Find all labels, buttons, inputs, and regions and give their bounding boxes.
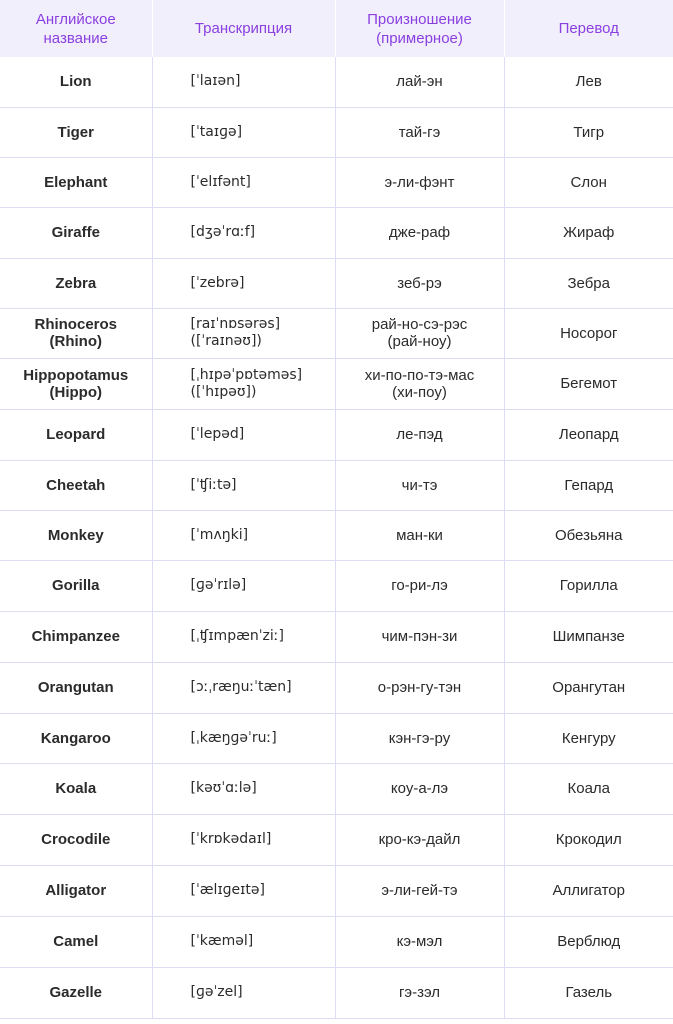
transcription-cell-line: [ˈʧiːtə] [190, 476, 237, 493]
pronunciation-cell [335, 611, 504, 662]
transcription-cell-line: [ˈlaɪən] [190, 73, 241, 90]
english-name-cell-line: Monkey [47, 526, 104, 544]
pronunciation-cell-line: зеб-рэ [397, 274, 442, 292]
transcription-cell-line: [kəʊˈɑːlə] [190, 780, 257, 796]
english-name-cell [0, 865, 152, 916]
pronunciation-cell-line: чи-тэ [401, 476, 438, 494]
pronunciation-cell [335, 916, 504, 967]
table-row [0, 358, 673, 409]
english-name-cell [0, 814, 152, 865]
pronunciation-cell-line: кэ-мэл [396, 933, 443, 950]
table-row [0, 763, 673, 814]
transcription-cell-line: [raɪˈnɒsərəs] [190, 316, 281, 332]
transcription-cell-line: [ˈtaɪɡə] [190, 123, 243, 140]
transcription-cell [152, 207, 335, 258]
pronunciation-cell [335, 308, 504, 358]
table-row [0, 713, 673, 763]
english-name-cell [0, 763, 152, 814]
translation-cell: Шимпанзе [504, 611, 673, 662]
table-row [0, 560, 673, 611]
english-name-cell-line: Koala [55, 780, 97, 797]
pronunciation-cell-line: (рай-ноу) [387, 333, 452, 350]
pronunciation-cell [335, 865, 504, 916]
table-row [0, 258, 673, 308]
transcription-cell [152, 510, 335, 560]
transcription-cell-line: [ˈlepəd] [190, 426, 245, 442]
transcription-cell [152, 560, 335, 611]
transcription-cell-line: [ˈkæməl] [190, 933, 254, 949]
transcription-cell [152, 258, 335, 308]
header-row [0, 0, 673, 57]
transcription-cell [152, 460, 335, 510]
pronunciation-cell-line: чим-пэн-зи [381, 628, 458, 645]
transcription-cell [152, 107, 335, 157]
english-name-cell [0, 916, 152, 967]
pronunciation-cell-line: о-рэн-гу-тэн [377, 679, 462, 696]
pronunciation-cell-line: лай-эн [396, 73, 443, 91]
pronunciation-cell [335, 207, 504, 258]
table-row [0, 409, 673, 460]
english-name-cell [0, 510, 152, 560]
english-name-cell [0, 713, 152, 763]
transcription-cell-line: [ˈkrɒkədaɪl] [190, 831, 272, 847]
english-name-cell-line: Gazelle [49, 984, 103, 1001]
pronunciation-cell-line: ман-ки [396, 526, 443, 544]
table-row [0, 662, 673, 713]
english-name-cell-line: Rhinoceros [34, 316, 117, 333]
pronunciation-cell-line: рай-но-сэ-рэс [371, 316, 468, 333]
english-name-cell-line: Giraffe [51, 224, 100, 241]
table-row [0, 57, 673, 107]
pronunciation-cell [335, 107, 504, 157]
english-name-cell [0, 207, 152, 258]
table-body [0, 57, 673, 1018]
english-name-cell [0, 409, 152, 460]
translation-cell: Горилла [504, 560, 673, 611]
transcription-cell-line: ([ˈhɪpəʊ]) [190, 383, 257, 400]
pronunciation-cell-line: гэ-зэл [398, 984, 441, 1001]
transcription-cell-line: [ɔːˌræŋuːˈtæn] [190, 679, 292, 695]
transcription-cell-line: [ˌkæŋɡəˈruː] [190, 729, 277, 746]
english-name-cell-line: Lion [59, 73, 92, 91]
header-translation-label: Перевод [558, 20, 619, 37]
transcription-cell-line: [ˈmʌŋki] [190, 526, 249, 543]
pronunciation-cell-line: коу-а-лэ [390, 780, 449, 797]
english-name-cell-line: Gorilla [51, 577, 100, 594]
table-row [0, 207, 673, 258]
header-transcription-label: Транскрипция [194, 20, 293, 37]
translation-cell: Лев [504, 57, 673, 107]
pronunciation-cell-line: э-ли-гей-тэ [381, 882, 458, 899]
transcription-cell [152, 611, 335, 662]
transcription-cell [152, 409, 335, 460]
translation-cell: Кенгуру [504, 713, 673, 763]
pronunciation-cell-line: тай-гэ [398, 123, 441, 141]
table-row [0, 916, 673, 967]
transcription-cell [152, 308, 335, 358]
pronunciation-cell [335, 510, 504, 560]
english-name-cell-line: Camel [53, 933, 99, 950]
table-row [0, 967, 673, 1018]
pronunciation-cell-line: э-ли-фэнт [384, 173, 455, 191]
pronunciation-cell-line: дже-раф [388, 224, 451, 241]
english-name-cell-line: (Hippo) [49, 383, 102, 401]
english-name-cell [0, 967, 152, 1018]
pronunciation-cell [335, 258, 504, 308]
transcription-cell-line: [ˈzebrə] [190, 274, 245, 291]
pronunciation-cell [335, 560, 504, 611]
header-english-name-line-2: название [43, 29, 108, 47]
pronunciation-cell-line: хи-по-по-тэ-мас [364, 366, 475, 384]
pronunciation-cell-line: кро-кэ-дайл [378, 831, 461, 848]
english-name-cell-line: Leopard [46, 426, 106, 443]
header-transcription [152, 0, 335, 57]
pronunciation-cell [335, 713, 504, 763]
english-name-cell [0, 560, 152, 611]
translation-cell: Леопард [504, 409, 673, 460]
english-name-cell [0, 57, 152, 107]
translation-cell: Бегемот [504, 358, 673, 409]
translation-cell: Аллигатор [504, 865, 673, 916]
translation-cell: Газель [504, 967, 673, 1018]
transcription-cell [152, 57, 335, 107]
transcription-cell-line: [ˈælɪɡeɪtə] [190, 882, 265, 898]
transcription-cell-line: ([ˈraɪnəʊ]) [190, 333, 262, 349]
english-name-cell-line: Chimpanzee [31, 628, 120, 645]
pronunciation-cell [335, 460, 504, 510]
transcription-cell-line: [ˈelɪfənt] [190, 173, 251, 190]
transcription-cell [152, 967, 335, 1018]
transcription-cell [152, 865, 335, 916]
transcription-cell [152, 763, 335, 814]
pronunciation-cell [335, 157, 504, 207]
header-pronunciation-line-2: (примерное) [376, 29, 463, 47]
english-name-cell-line: Tiger [57, 123, 94, 141]
english-name-cell [0, 308, 152, 358]
pronunciation-cell [335, 814, 504, 865]
table-row [0, 611, 673, 662]
header-pronunciation-line-1: Произношение [367, 10, 472, 28]
translation-cell: Крокодил [504, 814, 673, 865]
table-row [0, 308, 673, 358]
transcription-cell-line: [dʒəˈrɑːf] [190, 224, 256, 240]
translation-cell: Жираф [504, 207, 673, 258]
pronunciation-cell-line: кэн-гэ-ру [388, 729, 451, 747]
pronunciation-cell [335, 967, 504, 1018]
pronunciation-cell [335, 763, 504, 814]
english-name-cell [0, 611, 152, 662]
table-row [0, 510, 673, 560]
translation-cell: Гепард [504, 460, 673, 510]
pronunciation-cell [335, 662, 504, 713]
english-name-cell-line: Orangutan [37, 679, 114, 696]
english-name-cell-line: Zebra [55, 274, 97, 292]
english-name-cell [0, 258, 152, 308]
english-name-cell [0, 460, 152, 510]
english-name-cell-line: Kangaroo [40, 729, 111, 747]
transcription-cell [152, 916, 335, 967]
translation-cell: Зебра [504, 258, 673, 308]
table-row [0, 107, 673, 157]
english-name-cell [0, 157, 152, 207]
transcription-cell [152, 358, 335, 409]
english-name-cell [0, 662, 152, 713]
pronunciation-cell [335, 358, 504, 409]
english-name-cell-line: Cheetah [46, 476, 106, 494]
translation-cell: Носорог [504, 308, 673, 358]
transcription-cell [152, 157, 335, 207]
english-name-cell-line: Alligator [45, 882, 107, 899]
english-name-cell [0, 107, 152, 157]
table-row [0, 814, 673, 865]
pronunciation-cell-line: го-ри-лэ [391, 577, 448, 594]
header-pronunciation [335, 0, 504, 57]
translation-cell: Обезьяна [504, 510, 673, 560]
english-name-cell-line: Elephant [44, 173, 108, 191]
header-english-name [0, 0, 152, 57]
pronunciation-cell-line: ле-пэд [396, 426, 443, 443]
transcription-cell-line: [ˌhɪpəˈpɒtəməs] [190, 366, 303, 383]
transcription-cell [152, 662, 335, 713]
translation-cell: Верблюд [504, 916, 673, 967]
header-translation [504, 0, 673, 57]
translation-cell: Тигр [504, 107, 673, 157]
transcription-cell [152, 713, 335, 763]
pronunciation-cell [335, 57, 504, 107]
table-row [0, 157, 673, 207]
table-row [0, 865, 673, 916]
transcription-cell-line: [ˌʧɪmpænˈziː] [190, 628, 284, 644]
pronunciation-cell [335, 409, 504, 460]
english-name-cell-line: Hippopotamus [23, 366, 129, 384]
translation-cell: Орангутан [504, 662, 673, 713]
translation-cell: Слон [504, 157, 673, 207]
header-english-name-line-1: Английское [35, 10, 116, 28]
english-name-cell-line: (Rhino) [49, 333, 102, 350]
pronunciation-cell-line: (хи-поу) [392, 383, 447, 401]
transcription-cell-line: [ɡəˈzel] [190, 984, 243, 1000]
transcription-cell [152, 814, 335, 865]
table-row [0, 460, 673, 510]
english-name-cell [0, 358, 152, 409]
translation-cell: Коала [504, 763, 673, 814]
transcription-cell-line: [ɡəˈrɪlə] [190, 577, 247, 593]
english-name-cell-line: Crocodile [41, 831, 111, 848]
